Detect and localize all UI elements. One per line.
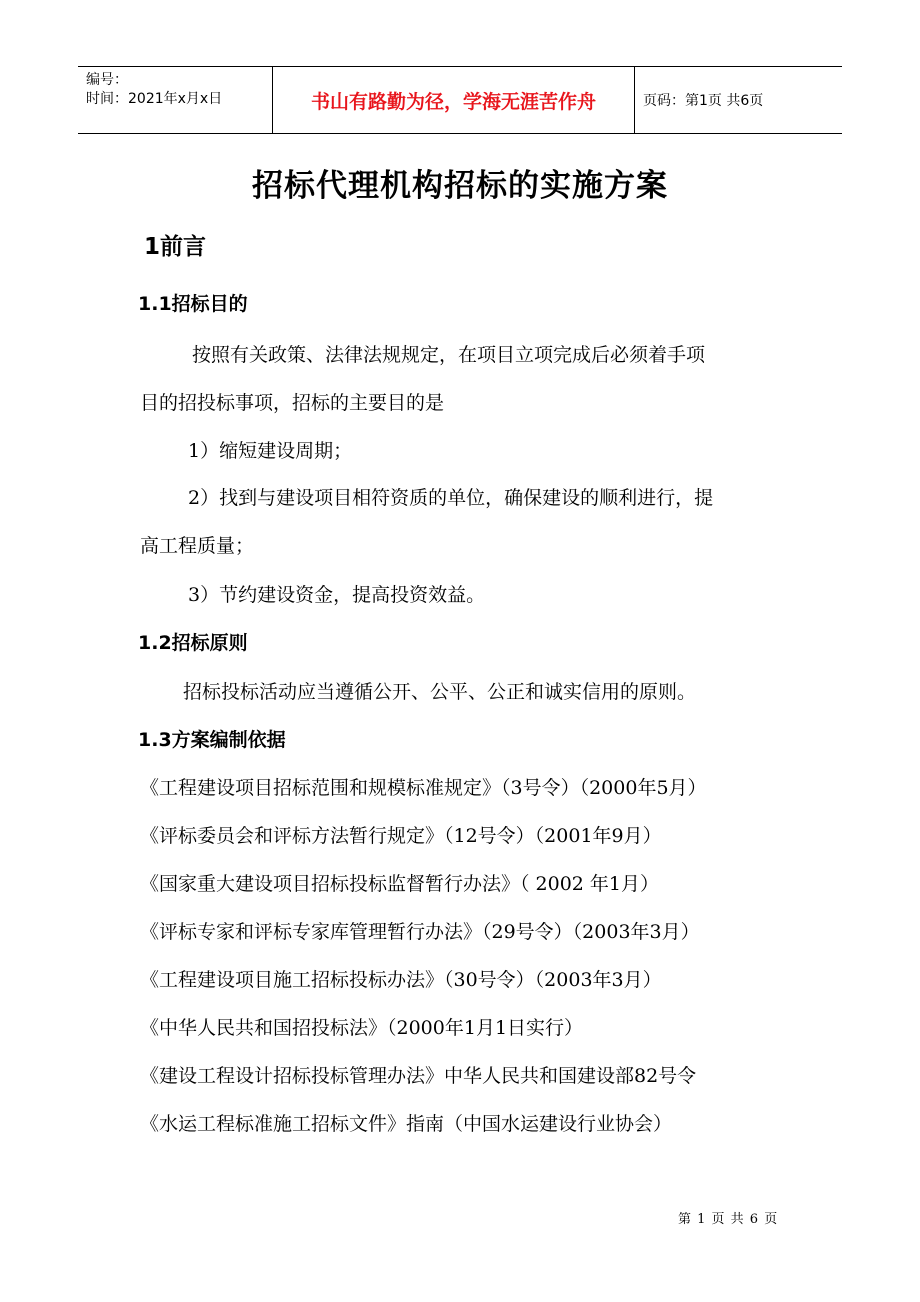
s11-item-2-line-2: 高工程质量； [140,535,255,557]
header-page-info: 页码：第1页 共6页 [643,93,764,109]
s12-paragraph: 招标投标活动应当遵循公开、公平、公正和诚实信用的原则。 [183,681,697,703]
s11-item-3: 3）节约建设资金，提高投资效益。 [188,584,486,606]
s11-item-1: 1）缩短建设周期； [188,440,353,462]
reference-item: 《国家重大建设项目招标投标监督暂行办法》（ 2002 年1月） [140,873,660,895]
s11-item-2-line-1: 2）找到与建设项目相符资质的单位，确保建设的顺利进行，提 [188,487,714,509]
footer-page-number: 第 1 页 共 6 页 [678,1212,779,1227]
reference-item: 《水运工程标准施工招标文件》指南（中国水运建设行业协会） [140,1113,673,1135]
reference-item: 《建设工程设计招标投标管理办法》中华人民共和国建设部82号令 [140,1065,697,1087]
section-1-heading: 1前言 [144,234,207,260]
code-label: 编号： [86,72,128,88]
s11-paragraph-line-1: 按照有关政策、法律法规规定，在项目立项完成后必须着手项 [192,344,706,366]
section-1-1-heading: 1.1招标目的 [138,293,248,315]
s11-paragraph-line-2: 目的招投标事项，招标的主要目的是 [140,392,445,414]
document-title: 招标代理机构招标的实施方案 [252,168,668,204]
reference-item: 《工程建设项目施工招标投标办法》（30号令）（2003年3月） [140,969,662,991]
reference-item: 《工程建设项目招标范围和规模标准规定》（3号令）（2000年5月） [140,777,707,799]
reference-item: 《中华人民共和国招投标法》（2000年1月1日实行） [140,1017,584,1039]
header-motto: 书山有路勤为径，学海无涯苦作舟 [273,67,635,133]
header-meta-cell [78,67,273,133]
reference-item: 《评标专家和评标专家库管理暂行办法》（29号令）（2003年3月） [140,921,700,943]
section-1-3-heading: 1.3方案编制依据 [138,729,286,751]
header-table [78,66,842,134]
time-label: 时间：2021年x月x日 [86,91,223,107]
reference-item: 《评标委员会和评标方法暂行规定》（12号令）（2001年9月） [140,825,662,847]
section-1-2-heading: 1.2招标原则 [138,632,248,654]
